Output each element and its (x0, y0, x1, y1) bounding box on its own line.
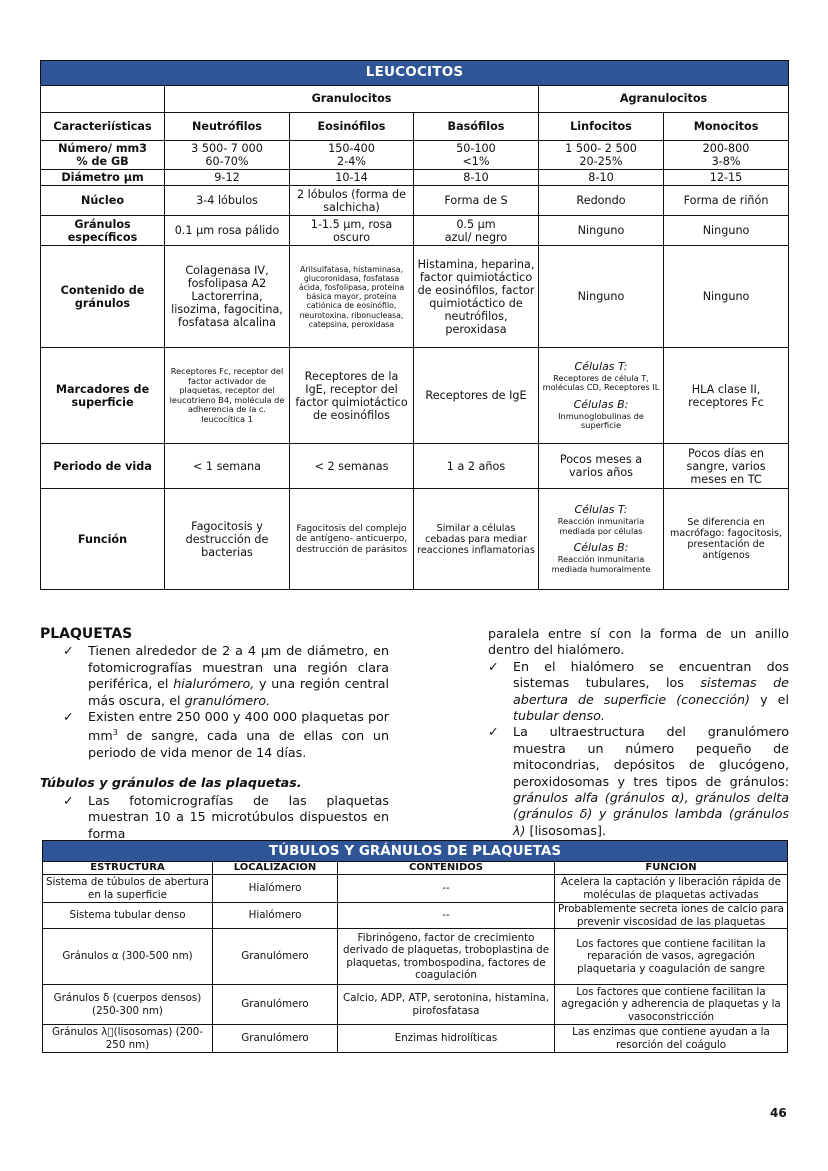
table-cell: Similar a células cebadas para mediar reacciones inflamatorias (414, 489, 539, 590)
list-item: ✓ Las fotomicrografías de las plaquetas muestran 10 a 15 microtúbulos dispuestos en forma (63, 792, 389, 841)
table-cell: Granulómero (213, 929, 338, 985)
col-header-monocitos: Monocitos (664, 113, 789, 141)
table-row (41, 444, 789, 489)
plaquetas-left-column (40, 626, 389, 842)
table-cell: Receptores de la IgE, receptor del factor quimiotáctico de eosinófilos (290, 348, 414, 444)
table-cell: 0.5 µm azul/ negro (414, 216, 539, 246)
bullet-list (488, 659, 789, 839)
table-cell: Probablemente secreta iones de calcio para prevenir viscosidad de las plaquetas (555, 903, 788, 929)
table-cell: 1 a 2 años (414, 444, 539, 489)
table-row (41, 141, 789, 170)
table-cell: 9-12 (165, 170, 290, 186)
table-cell: 200-800 3-8% (664, 141, 789, 170)
table-cell: Las enzimas que contiene ayudan a la resorción del coágulo (555, 1025, 788, 1053)
table-row (43, 985, 788, 1025)
col-header-caracteristicas: Caracteriísticas (41, 113, 165, 141)
table-cell: Fibrinógeno, factor de crecimiento derivado de plaquetas, troboplastina de plaquetas, trombospodina, factores de coagulación (338, 929, 555, 985)
table-cell: Enzimas hidrolíticas (338, 1025, 555, 1053)
table-cell: -- (338, 875, 555, 903)
bullet-list (40, 643, 389, 761)
table-row (41, 186, 789, 216)
col-header-basofilos: Basófilos (414, 113, 539, 141)
table-cell: Pocos días en sangre, varios meses en TC (664, 444, 789, 489)
table-cell: Granulómero (213, 985, 338, 1025)
row-header-numero: Número/ mm3 % de GB (41, 141, 165, 170)
row-header-vida: Periodo de vida (41, 444, 165, 489)
tubulos-subheading: Túbulos y gránulos de las plaquetas. (40, 775, 302, 791)
table-cell: Calcio, ADP, ATP, serotonina, histamina, pirofosfatasa (338, 985, 555, 1025)
table-cell: 12-15 (664, 170, 789, 186)
check-icon: ✓ (63, 792, 74, 808)
list-item: ✓ Tienen alrededor de 2 a 4 µm de diámetro, en fotomicrografías muestran una región clara periférica, el hialurómero, y una región central más oscura, el granulómero. (63, 643, 390, 708)
list-item: ✓ Existen entre 250 000 y 400 000 plaquetas por $mm^3$ de sangre, cada una de ellas con un periodo de vida menor de 14 días. (63, 709, 389, 761)
table-row (43, 903, 788, 929)
table-cell: 150-400 2-4% (290, 141, 414, 170)
group-granulocitos: Granulocitos (165, 86, 539, 113)
table-row (43, 929, 788, 985)
table-cell: Redondo (539, 186, 664, 216)
row-header-marcadores: Marcadores de superficie (41, 348, 165, 444)
row-header-contenido: Contenido de gránulos (41, 246, 165, 348)
col-header-funcion: FUNCIÓN (555, 862, 788, 875)
check-icon: ✓ (488, 658, 499, 674)
table-cell: Gránulos λ (lisosomas) (200-250 nm) (43, 1025, 213, 1053)
continued-text: paralela entre sí con la forma de un anillo dentro del hialómero. (488, 626, 789, 658)
col-header-linfocitos: Linfocitos (539, 113, 664, 141)
check-icon: ✓ (488, 724, 499, 740)
col-header-contenidos: CONTENIDOS (338, 862, 555, 875)
table-cell: Gránulos δ (cuerpos densos) (250-300 nm) (43, 985, 213, 1025)
leucocitos-title: LEUCOCITOS (41, 61, 789, 86)
empty-corner-cell (41, 86, 165, 113)
table-cell: < 2 semanas (290, 444, 414, 489)
table-cell: Acelera la captación y liberación rápida de moléculas de plaquetas activadas (555, 875, 788, 903)
table-cell: Los factores que contiene facilitan la reparación de vasos, agregación plaquetaria y coagulación de sangre (555, 929, 788, 985)
table-cell: Ninguno (664, 246, 789, 348)
table-row (41, 170, 789, 186)
col-header-estructura: ESTRUCTURA (43, 862, 213, 875)
table-cell: Ninguno (539, 216, 664, 246)
table-cell: Arilsulfatasa, histaminasa, glucoronidasa, fosfatasa ácida, fosfolipasa, proteína básica mayor, proteína catiónica de eosinófilo, neurotoxina, ribonucleasa, catepsina, peroxidasa (290, 246, 414, 348)
table-cell: < 1 semana (165, 444, 290, 489)
table-cell: Hialómero (213, 875, 338, 903)
col-header-localizacion: LOCALIZACIÓN (213, 862, 338, 875)
table-cell: Los factores que contiene facilitan la agregación y adherencia de plaquetas y la vasoconstricción (555, 985, 788, 1025)
table-cell: 8-10 (539, 170, 664, 186)
table-row (41, 216, 789, 246)
table-cell: 8-10 (414, 170, 539, 186)
row-header-diametro: Diámetro µm (41, 170, 165, 186)
table-cell: Granulómero (213, 1025, 338, 1053)
tubulos-table-title: TÚBULOS Y GRÁNULOS DE PLAQUETAS (43, 841, 788, 862)
group-agranulocitos: Agranulocitos (539, 86, 789, 113)
plaquetas-right-column (488, 626, 789, 839)
table-cell: Receptores de IgE (414, 348, 539, 444)
bullet-list (40, 793, 389, 842)
table-cell: Pocos meses a varios años (539, 444, 664, 489)
table-row (41, 246, 789, 348)
col-header-neutrofilos: Neutrófilos (165, 113, 290, 141)
table-cell: -- (338, 903, 555, 929)
table-row (41, 348, 789, 444)
table-cell: Se diferencia en macrófago: fagocitosis, presentación de antígenos (664, 489, 789, 590)
table-cell: HLA clase II, receptores Fc (664, 348, 789, 444)
table-row (43, 875, 788, 903)
table-cell: Células T: Reacción inmunitaria mediada por células Células B: Reacción inmunitaria mediada humoralmente (539, 489, 664, 590)
table-cell: Gránulos α (300-500 nm) (43, 929, 213, 985)
table-cell: 3-4 lóbulos (165, 186, 290, 216)
table-cell: 10-14 (290, 170, 414, 186)
table-cell: 1-1.5 µm, rosa oscuro (290, 216, 414, 246)
table-cell: Sistema tubular denso (43, 903, 213, 929)
table-cell: 0.1 µm rosa pálido (165, 216, 290, 246)
list-item: ✓ La ultraestructura del granulómero muestra un número pequeño de mitocondrias, depósitos de glucógeno, peroxidosomas y tres tipos de gránulos: gránulos alfa (gránulos α), gránulos delta (gránulos δ) y gránulos lambda (gránulos λ) [lisosomas]. (488, 724, 789, 838)
table-cell: Histamina, heparina, factor quimiotáctico de eosinófilos, factor quimiotáctico de neutrófilos, peroxidasa (414, 246, 539, 348)
check-icon: ✓ (63, 709, 74, 725)
plaquetas-heading: PLAQUETAS (40, 626, 133, 642)
col-header-eosinofilos: Eosinófilos (290, 113, 414, 141)
leucocitos-table (40, 60, 789, 590)
table-cell: Forma de S (414, 186, 539, 216)
table-cell: Ninguno (664, 216, 789, 246)
table-cell: Fagocitosis y destrucción de bacterias (165, 489, 290, 590)
table-cell: Fagocitosis del complejo de antígeno- anticuerpo, destrucción de parásitos (290, 489, 414, 590)
table-cell: Colagenasa IV, fosfolipasa A2 Lactorerrina, lisozima, fagocitina, fosfatasa alcalina (165, 246, 290, 348)
table-cell: Ninguno (539, 246, 664, 348)
table-cell: 1 500- 2 500 20-25% (539, 141, 664, 170)
row-header-granulos: Gránulos específicos (41, 216, 165, 246)
table-cell: Forma de riñón (664, 186, 789, 216)
table-cell: 3 500- 7 000 60-70% (165, 141, 290, 170)
page-number: 46 (770, 1106, 787, 1120)
table-row (41, 489, 789, 590)
row-header-nucleo: Núcleo (41, 186, 165, 216)
table-cell: Hialómero (213, 903, 338, 929)
table-cell: 2 lóbulos (forma de salchicha) (290, 186, 414, 216)
table-cell: Sistema de túbulos de abertura en la superficie (43, 875, 213, 903)
table-row (43, 1025, 788, 1053)
row-header-funcion: Función (41, 489, 165, 590)
table-cell: Receptores Fc, receptor del factor activador de plaquetas, receptor del leucotrieno B4, molécula de adherencia de la c. leucocítica 1 (165, 348, 290, 444)
table-cell: 50-100 <1% (414, 141, 539, 170)
list-item: ✓ En el hialómero se encuentran dos sistemas tubulares, los sistemas de abertura de superficie (conección) y el tubular denso. (488, 658, 790, 724)
check-icon: ✓ (63, 643, 74, 659)
table-cell: Células T: Receptores de célula T, moléculas CD, Receptores IL Células B: Inmunoglobulinas de superficie (539, 348, 664, 444)
tubulos-granulos-table (42, 840, 788, 1053)
